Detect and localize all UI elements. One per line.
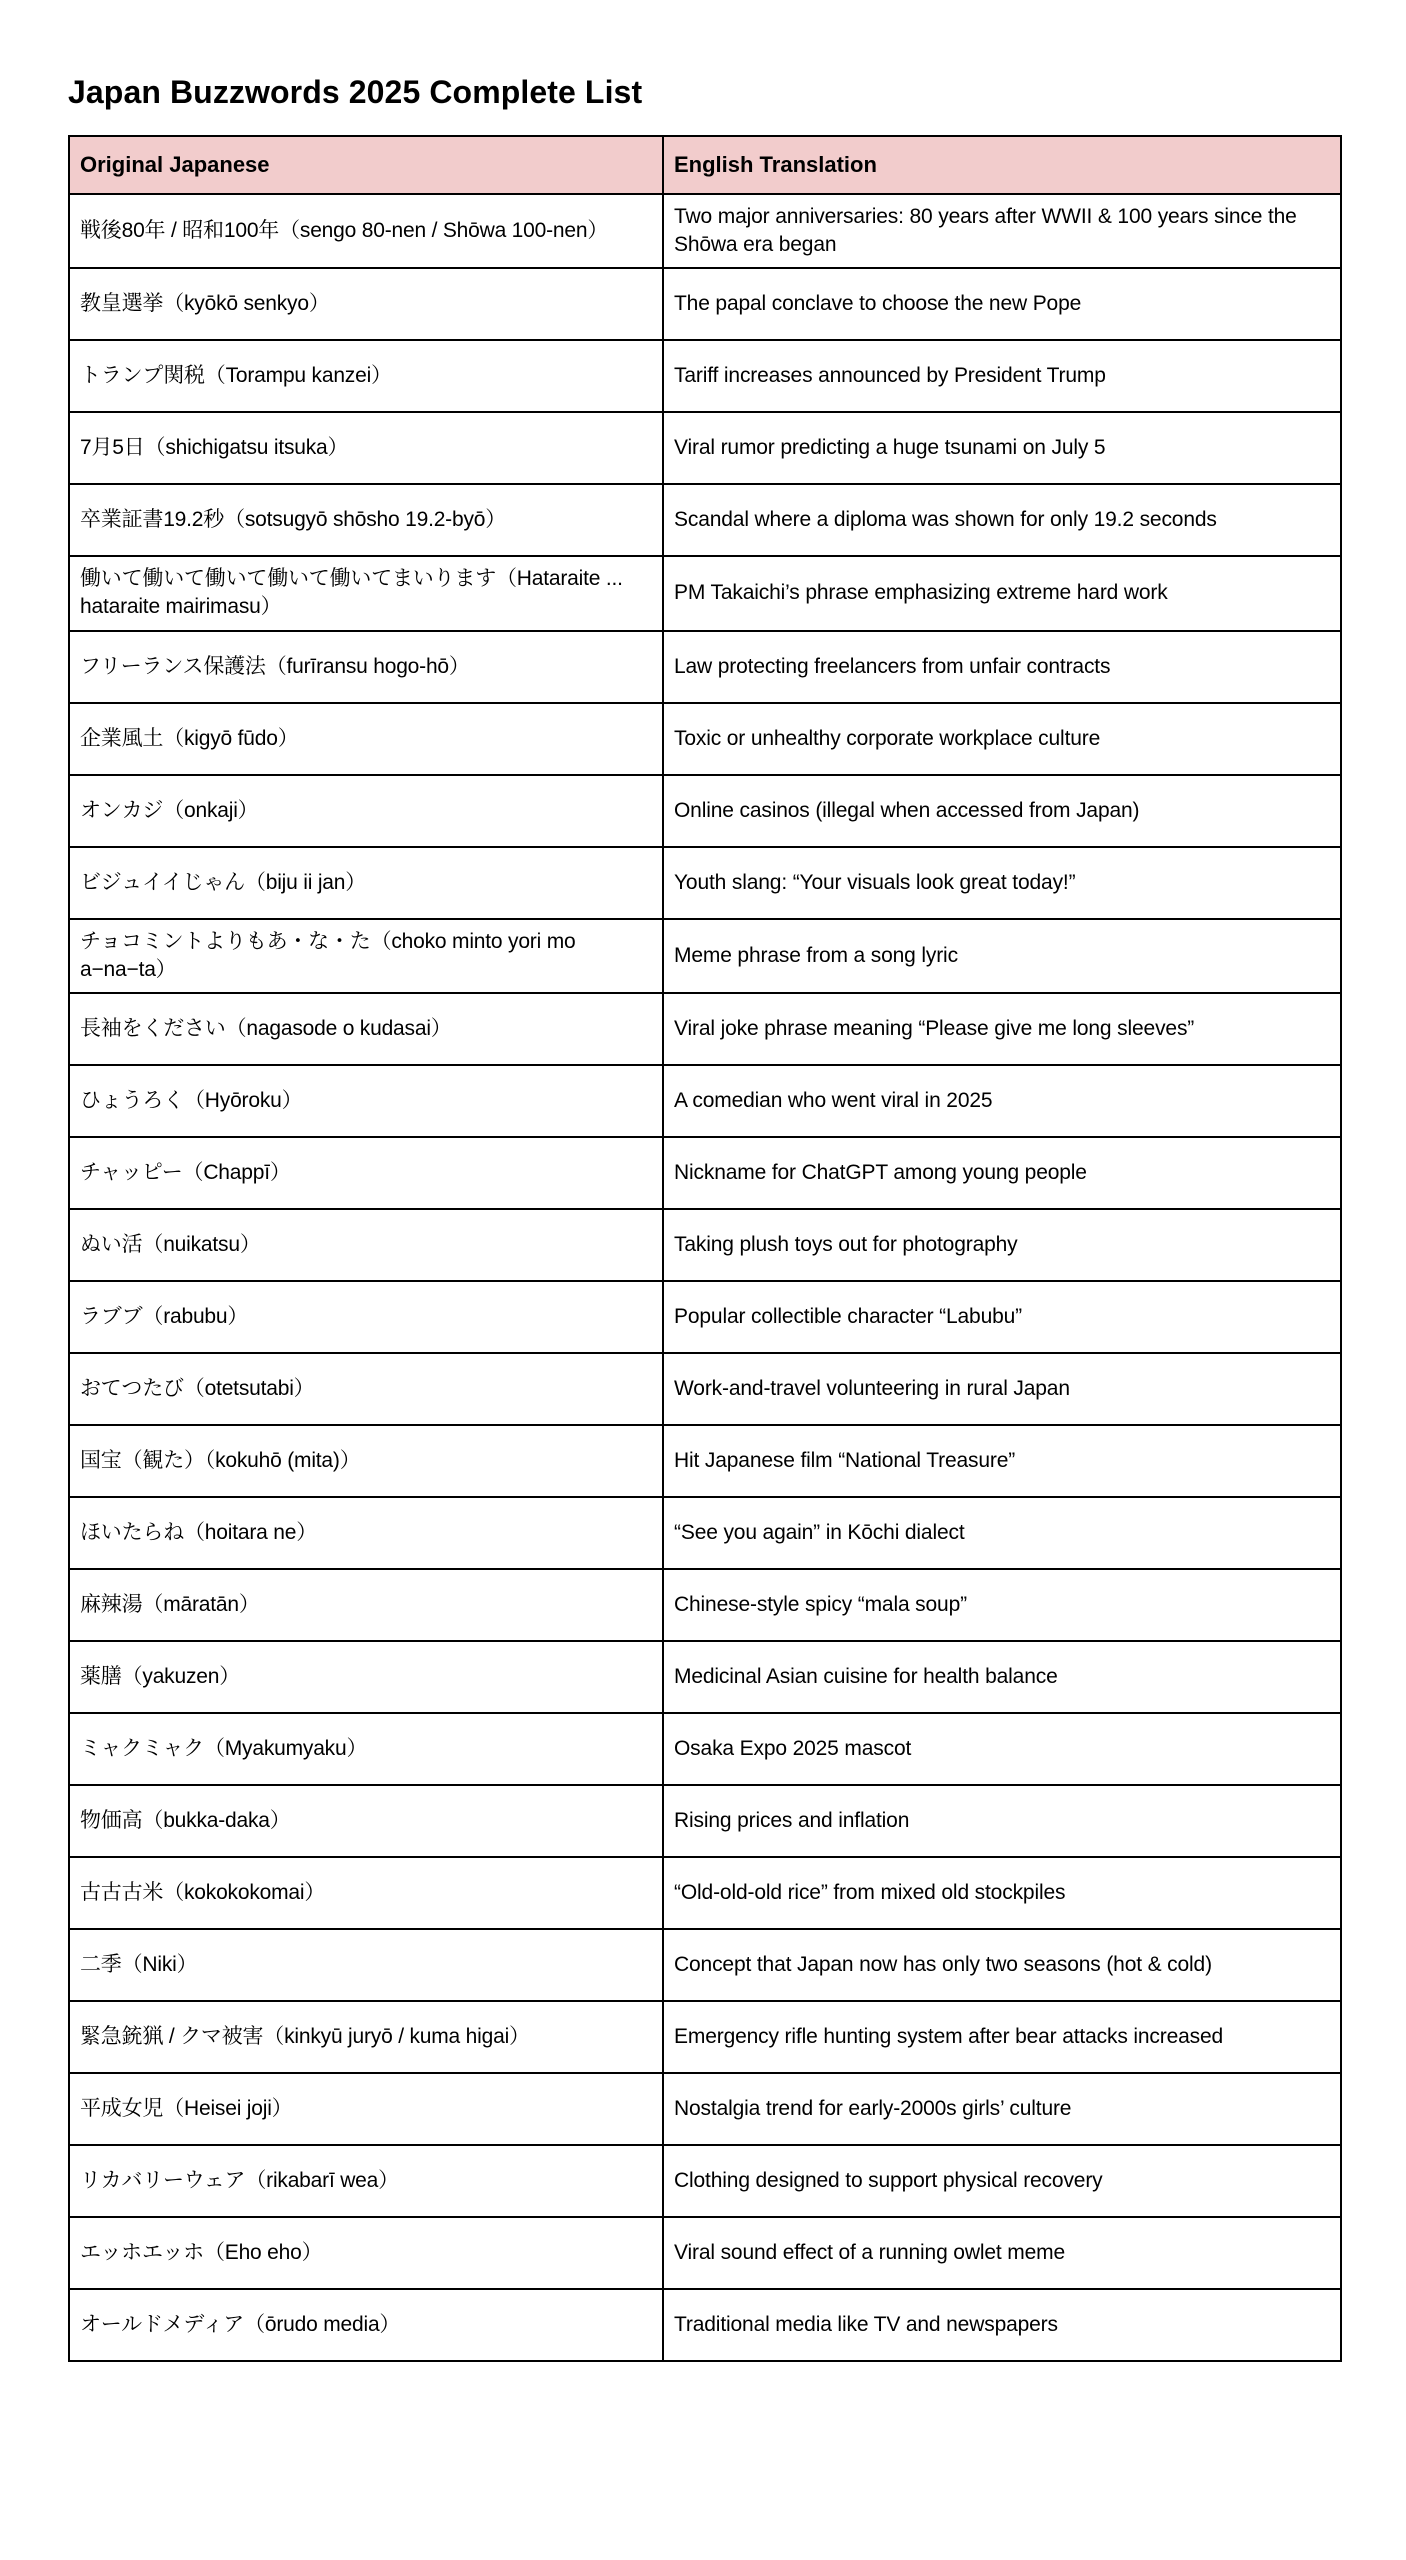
table-row [69,340,1341,412]
cell-english-translation: Toxic or unhealthy corporate workplace culture [663,703,1341,775]
cell-original-japanese: 卒業証書19.2秒（sotsugyō shōsho 19.2-byō） [69,484,663,556]
table-row [69,1281,1341,1353]
cell-english-translation: Work-and-travel volunteering in rural Japan [663,1353,1341,1425]
table-body [69,194,1341,2361]
cell-original-japanese: エッホエッホ（Eho eho） [69,2217,663,2289]
table-row [69,1425,1341,1497]
cell-original-japanese: ラブブ（rabubu） [69,1281,663,1353]
table-row [69,2073,1341,2145]
cell-original-japanese: 物価高（bukka-daka） [69,1785,663,1857]
cell-original-japanese: ひょうろく（Hyōroku） [69,1065,663,1137]
table-row [69,1857,1341,1929]
cell-original-japanese: 長袖をください（nagasode o kudasai） [69,993,663,1065]
cell-english-translation: Two major anniversaries: 80 years after WWII & 100 years since the Shōwa era began [663,194,1341,268]
table-row [69,631,1341,703]
cell-english-translation: Nostalgia trend for early-2000s girls’ culture [663,2073,1341,2145]
table-row [69,2289,1341,2361]
cell-english-translation: Viral sound effect of a running owlet meme [663,2217,1341,2289]
cell-english-translation: Rising prices and inflation [663,1785,1341,1857]
table-row [69,1785,1341,1857]
cell-english-translation: Scandal where a diploma was shown for only 19.2 seconds [663,484,1341,556]
cell-original-japanese: 戦後80年 / 昭和100年（sengo 80-nen / Shōwa 100-nen） [69,194,663,268]
column-header-original-japanese: Original Japanese [69,136,663,194]
table-row [69,847,1341,919]
table-row [69,1929,1341,2001]
cell-english-translation: Youth slang: “Your visuals look great today!” [663,847,1341,919]
cell-original-japanese: ミャクミャク（Myakumyaku） [69,1713,663,1785]
page-title: Japan Buzzwords 2025 Complete List [68,74,643,111]
table-row [69,2217,1341,2289]
cell-original-japanese: 緊急銃猟 / クマ被害（kinkyū juryō / kuma higai） [69,2001,663,2073]
table-row [69,1137,1341,1209]
cell-original-japanese: トランプ関税（Torampu kanzei） [69,340,663,412]
cell-english-translation: “See you again” in Kōchi dialect [663,1497,1341,1569]
cell-english-translation: Emergency rifle hunting system after bear attacks increased [663,2001,1341,2073]
table-row [69,484,1341,556]
table-row [69,412,1341,484]
cell-original-japanese: 教皇選挙（kyōkō senkyo） [69,268,663,340]
cell-original-japanese: 7月5日（shichigatsu itsuka） [69,412,663,484]
table-row [69,1497,1341,1569]
cell-english-translation: A comedian who went viral in 2025 [663,1065,1341,1137]
table-row [69,1353,1341,1425]
buzzwords-table [68,135,1342,2362]
cell-english-translation: Concept that Japan now has only two seasons (hot & cold) [663,1929,1341,2001]
cell-original-japanese: 薬膳（yakuzen） [69,1641,663,1713]
cell-english-translation: Medicinal Asian cuisine for health balance [663,1641,1341,1713]
table-row [69,993,1341,1065]
cell-english-translation: Tariff increases announced by President Trump [663,340,1341,412]
table-row [69,1713,1341,1785]
table-row [69,2145,1341,2217]
table-row [69,556,1341,630]
cell-english-translation: Taking plush toys out for photography [663,1209,1341,1281]
table-row [69,1065,1341,1137]
column-header-english-translation: English Translation [663,136,1341,194]
table-row [69,919,1341,993]
table-row [69,1569,1341,1641]
cell-english-translation: PM Takaichi’s phrase emphasizing extreme hard work [663,556,1341,630]
cell-original-japanese: チョコミントよりもあ・な・た（choko minto yori mo a−na−ta） [69,919,663,993]
cell-english-translation: Hit Japanese film “National Treasure” [663,1425,1341,1497]
cell-english-translation: Law protecting freelancers from unfair contracts [663,631,1341,703]
cell-original-japanese: 平成女児（Heisei joji） [69,2073,663,2145]
cell-english-translation: Viral joke phrase meaning “Please give me long sleeves” [663,993,1341,1065]
cell-english-translation: Chinese-style spicy “mala soup” [663,1569,1341,1641]
cell-english-translation: Popular collectible character “Labubu” [663,1281,1341,1353]
table-row [69,1641,1341,1713]
cell-english-translation: “Old-old-old rice” from mixed old stockpiles [663,1857,1341,1929]
table-row [69,1209,1341,1281]
cell-original-japanese: フリーランス保護法（furīransu hogo-hō） [69,631,663,703]
cell-original-japanese: オンカジ（onkaji） [69,775,663,847]
cell-original-japanese: 二季（Niki） [69,1929,663,2001]
table-row [69,268,1341,340]
cell-english-translation: Meme phrase from a song lyric [663,919,1341,993]
cell-original-japanese: 古古古米（kokokokomai） [69,1857,663,1929]
table-header-row [69,136,1341,194]
cell-original-japanese: ビジュイイじゃん（biju ii jan） [69,847,663,919]
cell-english-translation: Nickname for ChatGPT among young people [663,1137,1341,1209]
table-row [69,703,1341,775]
cell-original-japanese: ほいたらね（hoitara ne） [69,1497,663,1569]
cell-original-japanese: リカバリーウェア（rikabarī wea） [69,2145,663,2217]
table-header [69,136,1341,194]
table-row [69,194,1341,268]
cell-original-japanese: 麻辣湯（māratān） [69,1569,663,1641]
cell-english-translation: The papal conclave to choose the new Pope [663,268,1341,340]
cell-english-translation: Online casinos (illegal when accessed from Japan) [663,775,1341,847]
cell-english-translation: Viral rumor predicting a huge tsunami on July 5 [663,412,1341,484]
cell-original-japanese: 国宝（観た）（kokuhō (mita)） [69,1425,663,1497]
cell-original-japanese: 働いて働いて働いて働いて働いてまいります（Hataraite ... hataraite mairimasu） [69,556,663,630]
cell-original-japanese: オールドメディア（ōrudo media） [69,2289,663,2361]
cell-original-japanese: おてつたび（otetsutabi） [69,1353,663,1425]
cell-english-translation: Traditional media like TV and newspapers [663,2289,1341,2361]
cell-english-translation: Osaka Expo 2025 mascot [663,1713,1341,1785]
table-row [69,2001,1341,2073]
cell-original-japanese: 企業風土（kigyō fūdo） [69,703,663,775]
cell-original-japanese: チャッピー（Chappī） [69,1137,663,1209]
cell-english-translation: Clothing designed to support physical recovery [663,2145,1341,2217]
cell-original-japanese: ぬい活（nuikatsu） [69,1209,663,1281]
table-row [69,775,1341,847]
